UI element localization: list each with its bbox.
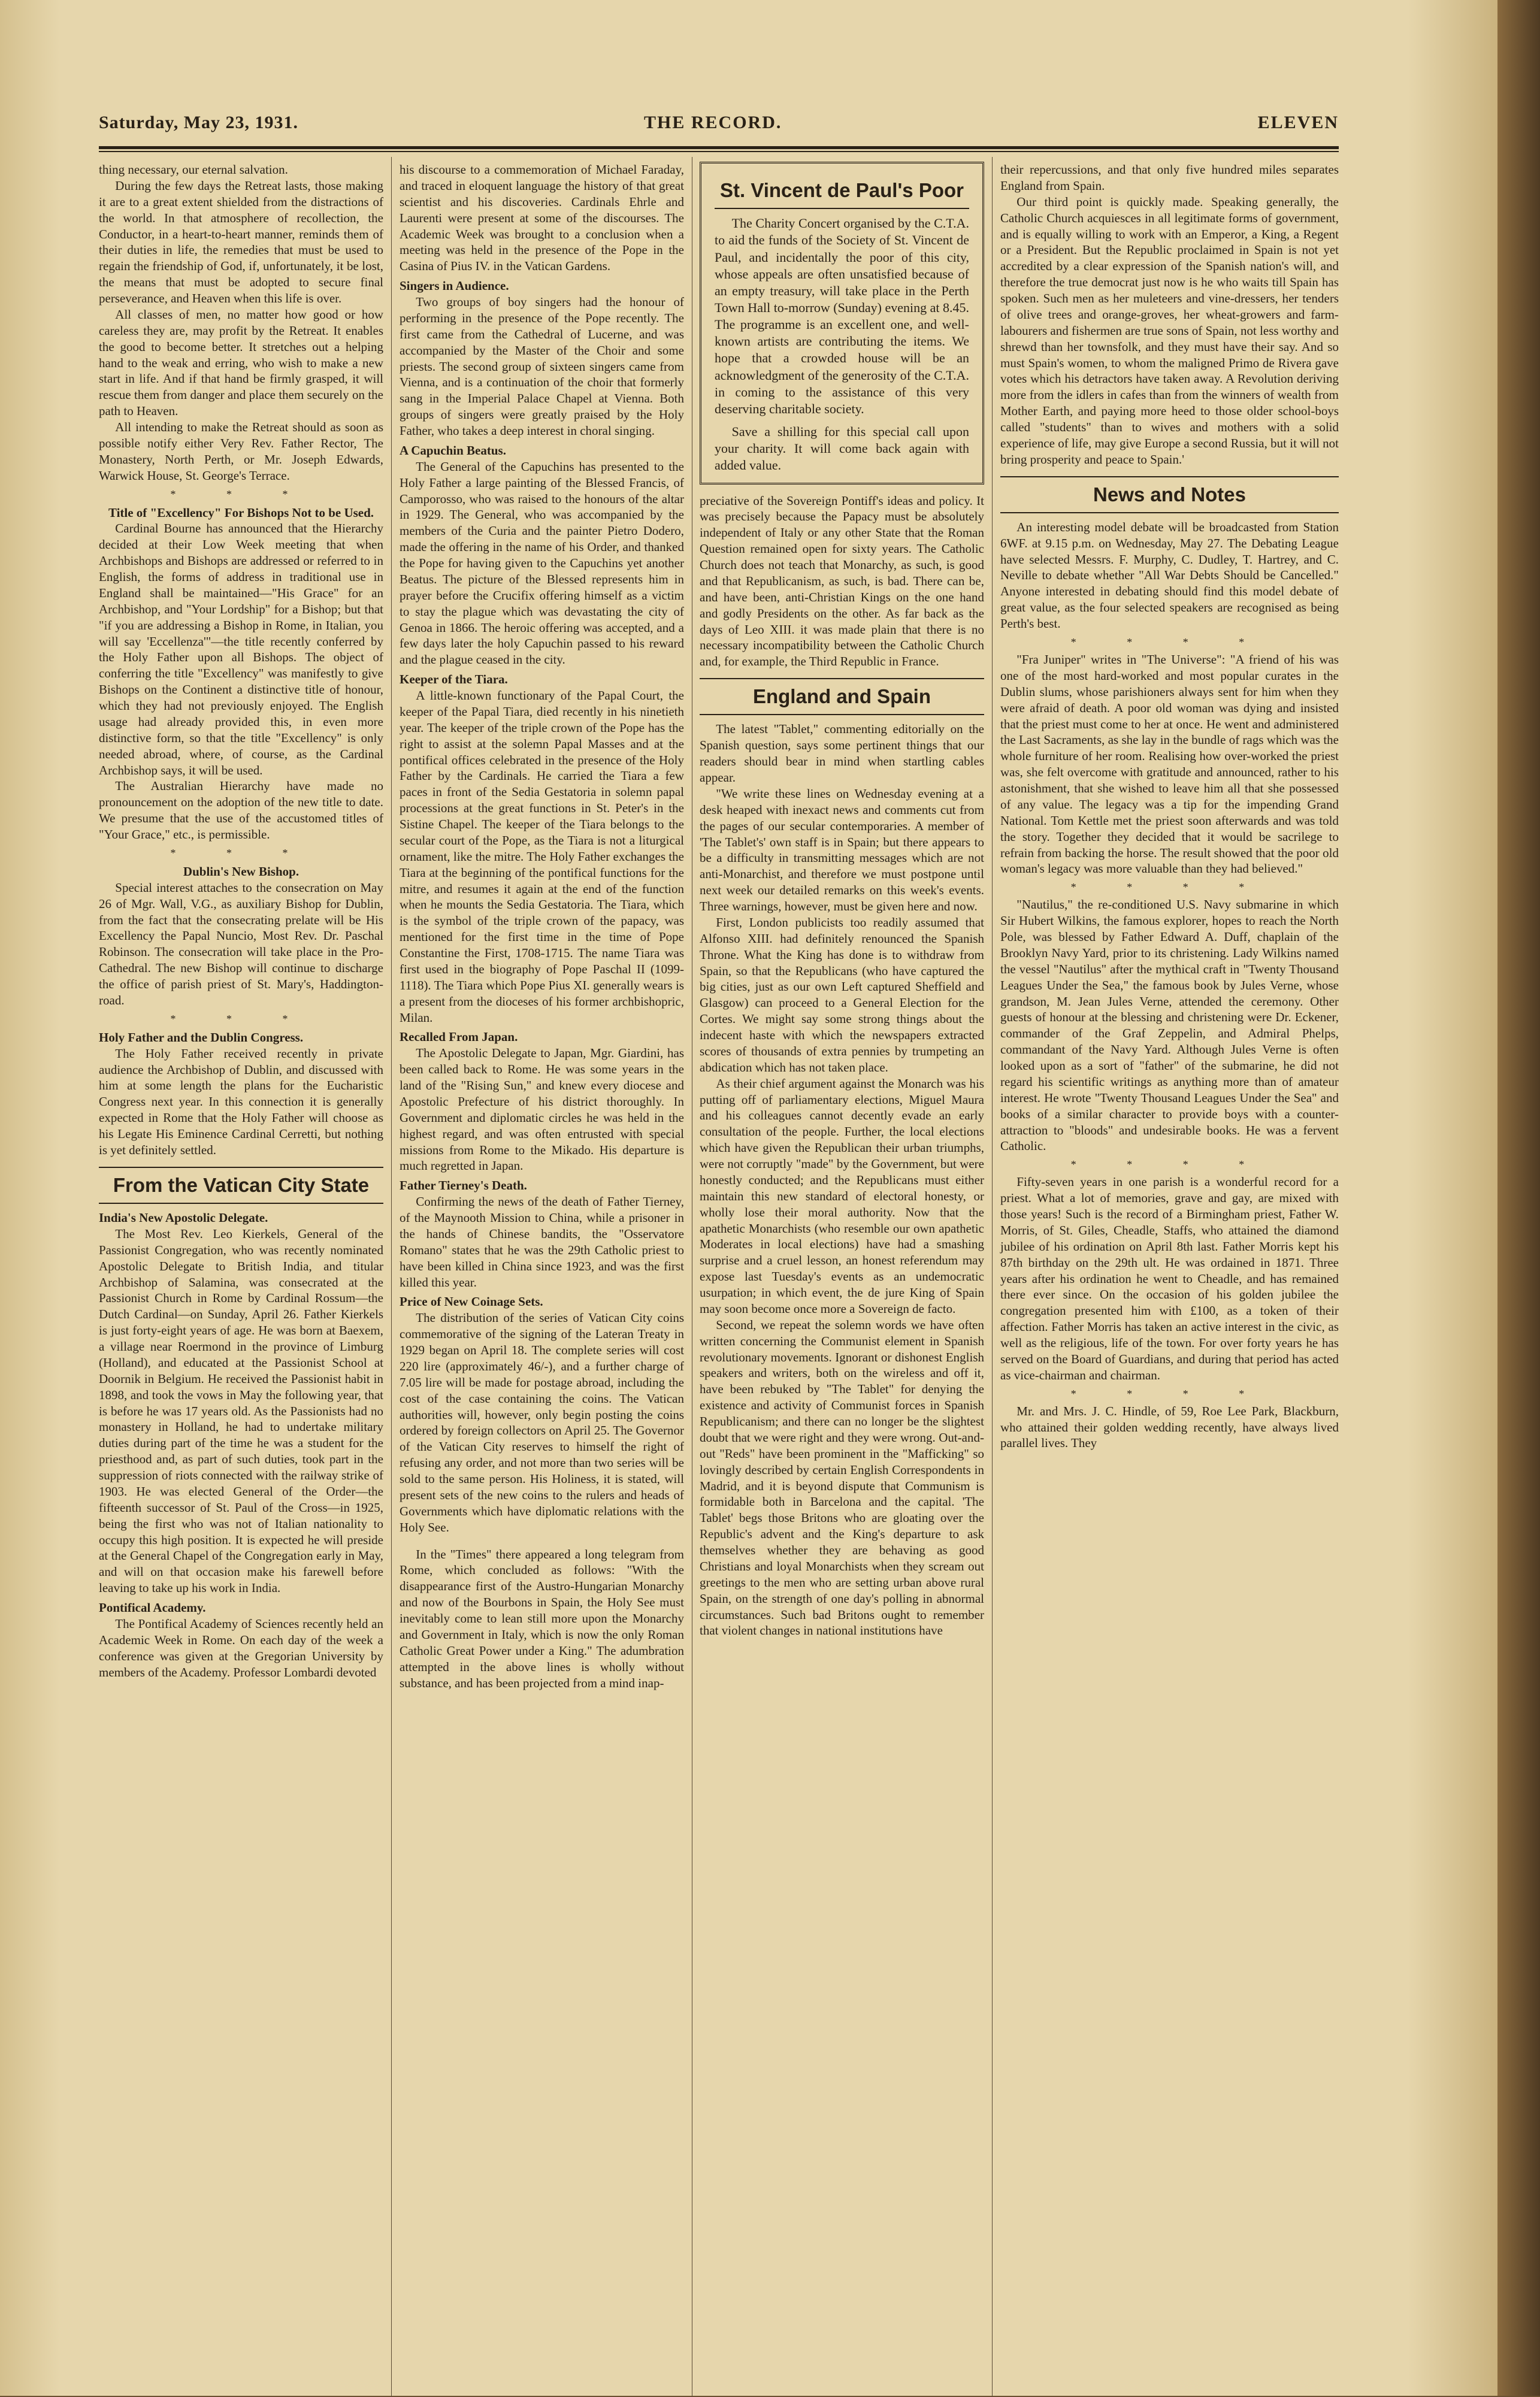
paragraph: The Charity Concert organised by the C.T.A. to aid the funds of the Society of St. Vincent de Paul, and incidentally the poor of this city, whose appeals are often unsatisfied because of an empty treasury, will take place in the Perth Town Hall to-morrow (Sunday) evening at 8.45. The programme is an excellent one, and well-known artists are contributing the items. We hope that a crowded house will be an acknowledgment of the generosity of the C.T.A. in coming to the assistance of this very deserving charitable society.: [715, 216, 969, 416]
section-title: England and Spain: [700, 678, 984, 715]
subheading: A Capuchin Beatus.: [400, 443, 506, 458]
subheading: Keeper of the Tiara.: [400, 672, 508, 687]
paragraph: During the few days the Retreat lasts, those making it are to a great extent shielded from the distractions of the world. In that atmosphere of recollection, the Conductor, in a heart-to-heart manner, reminds them of their duties in life, the remedies that must be used to regain the friendship of God, if, unfortunately, it be lost, the means that must be adopted to secure final perseverance, and Heaven when this life is over.: [99, 178, 383, 305]
subheading: Singers in Audience.: [400, 279, 509, 293]
paragraph: All intending to make the Retreat should as soon as possible notify either Very Rev. Father Rector, The Monastery, North Perth, or Mr. Joseph Edwards, Warwick House, St. George's Terrace.: [99, 420, 383, 483]
paragraph: Confirming the news of the death of Father Tierney, of the Maynooth Mission to China, while a prisoner in the hands of Chinese bandits, the "Osservatore Romano" states that he was the 29th Catholic priest to have been killed in China since 1923, and was the first killed this year.: [400, 1194, 684, 1290]
paragraph: The General of the Capuchins has presented to the Holy Father a large painting of the Blessed Francis, of Camporosso, who was raised to the honours of the altar in 1929. The General, who was accompanied by the members of the Curia and the painter Pietro Dodero, made the offering in the name of his Order, and thanked the Pope for having given to the Capuchins yet another Beatus. The picture of the Blessed represents him in prayer before the Crucifix offering himself as a victim to stay the plague which was devastating the city of Genoa in 1866. The heroic offering was accepted, and a few days later the holy Capuchin passed to his reward and the plague ceased in the city.: [400, 459, 684, 667]
header-rule-thin: [99, 151, 1339, 152]
paragraph: The Australian Hierarchy have made no pronouncement on the adoption of the new title to date. We presume that the use of the accustomed titles of "Your Grace," etc., is permissible.: [99, 779, 383, 842]
header-rule-thick: [99, 146, 1339, 149]
subheading: India's New Apostolic Delegate.: [99, 1210, 268, 1225]
section-title: From the Vatican City State: [99, 1167, 383, 1204]
column-3: [700, 162, 984, 1639]
paragraph: As their chief argument against the Monarch was his putting off of parliamentary elections, Miguel Maura and his colleagues cannot decently evade an early consultation of the people. Further, the local elections which have given the Republican their urban triumphs, were not corruptly "made" by the Government, but were honestly conducted; and the Republicans must either maintain this new standard of electoral honesty, or wholly lose their moral authority. Now that the apathetic Monarchists (who resemble our own apathetic Moderates in local elections) have had a smashing surprise and a cruel lesson, an honest referendum may expose last Tuesday's events as an undemocratic usurpation; in which event, the de jure King of Spain may soon become once more a Sovereign de facto.: [700, 1076, 984, 1316]
subheading: Pontifical Academy.: [99, 1600, 206, 1615]
paragraph: The Pontifical Academy of Sciences recently held an Academic Week in Rome. On each day of the week a conference was given at the Gregorian University by members of the Academy. Professor Lombardi devoted: [99, 1616, 383, 1679]
notice-title: St. Vincent de Paul's Poor: [715, 173, 969, 209]
header-date: Saturday, May 23, 1931.: [99, 113, 299, 132]
subheading: Father Tierney's Death.: [400, 1178, 527, 1193]
page-header: [99, 108, 1339, 144]
paragraph: Special interest attaches to the consecration on May 26 of Mgr. Wall, V.G., as auxiliary Bishop for Dublin, from the fact that the consecrating prelate will be His Excellency the Papal Nuncio, Most Rev. Dr. Paschal Robinson. The consecration will take place in the Pro-Cathedral. The new Bishop will continue to discharge the office of parish priest of St. Mary's, Haddington-road.: [99, 880, 383, 1007]
paragraph: his discourse to a commemoration of Michael Faraday, and traced in eloquent language the history of that great scientist and his discoveries. Cardinals Ehrle and Laurenti were present at some of the discourses. The Academic Week was brought to a conclusion when a meeting was held in the presence of the Pope in the Casina of Pius IV. in the Vatican Gardens.: [400, 162, 684, 274]
paragraph: A little-known functionary of the Papal Court, the keeper of the Papal Tiara, died recently in his ninetieth year. The keeper of the triple crown of the Pope has the right to assist at the solemn Papal Masses and at the pontifical offices celebrated in the presence of the Holy Father by the Cardinals. He carried the Tiara a few paces in front of the Sedia Gestatoria in solemn papal processions at the great functions in St. Peter's in the Sistine Chapel. The keeper of the Tiara belongs to the secular court of the Pope, as the Tiara is not a liturgical ornament, like the mitre. The Holy Father exchanges the Tiara at the beginning of the pontifical functions for the mitre, and resumes it again at the end of the function when he mounts the Sedia Gestatoria. The Tiara, which is the symbol of the triple crown of the papacy, was mentioned for the first time in the time of Pope Constantine the First, 1708-1715. The name Tiara was first used in the biography of Pope Paschal II (1099-1118). The Tiara which Pope Pius XI. generally wears is a present from the dioceses of his former archbishopric, Milan.: [400, 688, 684, 1025]
paragraph: Mr. and Mrs. J. C. Hindle, of 59, Roe Lee Park, Blackburn, who attained their golden wedding recently, have always lived parallel lives. They: [1000, 1403, 1339, 1451]
paragraph: An interesting model debate will be broadcasted from Station 6WF. at 9.15 p.m. on Wednesday, May 27. The Debating League have selected Messrs. F. Murphy, C. Dudley, T. Hartrey, and C. Neville to debate whether "All War Debts Should be Cancelled." Anyone interested in debating should find this model debate of great value, as the four selected speakers are recognised as being Perth's best.: [1000, 519, 1339, 631]
paragraph: In the "Times" there appeared a long telegram from Rome, which concluded as follows: "With the disappearance first of the Austro-Hungarian Monarchy and now of the Bourbons in Spain, the Holy See must inevitably come to lean still more upon the Monarchy and Government in Italy, which is now the only Roman Catholic Great Power under a King." The adumbration attempted in the above lines is wholly without substance, and has been projected from a mind inap-: [400, 1546, 684, 1690]
column-rule: [992, 157, 993, 2397]
section-separator: * * *: [170, 488, 312, 500]
paragraph: "Fra Juniper" writes in "The Universe": "A friend of his was one of the most hard-worked and most popular curates in the Dublin slums, whose parishioners always sent for him when they were afraid of death. A poor old woman was dying and insisted that the priest must come to her at once. He went and administered the Last Sacraments, as she lay in the bundle of rags which was the whole furniture of her room. Realising how over-worked the priest was, she felt overcome with gratitude and announced, rather to his astonishment, that she wished to leave him all that she possessed of any value. The legacy was a tip for the impending Grand National. Tom Kettle met the priest soon afterwards and was told the story. Together they decided that it would be sacrilege to refrain from backing the horse. The result showed that the poor old woman's legacy was more valuable than they had believed.": [1000, 652, 1339, 876]
paragraph: Two groups of boy singers had the honour of performing in the presence of the Pope recently. The first came from the Cathedral of Lucerne, and was accompanied by the Master of the Choir and some priests. The second group of sixteen singers came from Vienna, and is a continuation of the choir that formerly sang in the Imperial Palace Chapel at Vienna. Both groups of singers were greatly praised by the Holy Father, who takes a deep interest in choral singing.: [400, 295, 684, 438]
column-1: [99, 162, 383, 1680]
paragraph: Second, we repeat the solemn words we have often written concerning the Communist element in Spanish revolutionary movements. Ignorant or dishonest English speakers and writers, both on the wireless and off it, have been rebuked by "The Tablet" for denying the existence and activity of Communist forces in Spanish Republicanism; and there can no longer be the slightest doubt that we were right and they were wrong. Out-and-out "Reds" have been prominent in the "Mafficking" so lovingly described by certain English Correspondents in Madrid, and it is beyond dispute that Communism is formidable both in Barcelona and the capital. 'The Tablet' begs those Britons who are gloating over the Republic's advent and the King's departure to ask themselves whether they are behaving as good Christians and loyal Monarchists when they scream out greetings to the men who are setting urban above rural Spain, on the strength of one day's polling in abnormal circumstances. Such bad Britons ought to remember that violent changes in national institutions have: [700, 1317, 984, 1638]
column-4: [1000, 162, 1339, 1451]
section-separator: * * *: [170, 1012, 312, 1025]
section-separator: * * *: [170, 846, 312, 859]
paragraph: "We write these lines on Wednesday evening at a desk heaped with inexact news and comments cut from the pages of our secular contemporaries. A member of 'The Tablet's' own staff is in Spain; but there appears to be a difficulty in transmitting messages which are not anti-Monarchist, and therefore we must postpone until next week our detailed remarks on this week's events. Three warnings, however, must be given here and now.: [700, 786, 984, 914]
paragraph: The Most Rev. Leo Kierkels, General of the Passionist Congregation, who was recently nominated Apostolic Delegate to British India, and titular Archbishop of Salamina, was consecrated at the Passionist Church in Rome by Cardinal Rossum—the Dutch Cardinal—on Sunday, April 26. Father Kierkels is just forty-eight years of age. He was born at Baexem, a village near Roermond in the province of Limburg (Holland), and educated at the Passionist School at Doornik in Belgium. He received the Passionist habit in 1898, and took the vows in May the following year, that is before he was 17 years old. As the Passionists had no monastery in Holland, he had to undertake military duties during part of the time he was a student for the priesthood and, as part of such duties, took part in the suppression of riots connected with the railway strike of 1903. He was elected General of the Order—the fifteenth successor of St. Paul of the Cross—in 1925, being the first who was not of Italian nationality to occupy this high position. It is expected he will preside at the General Chapel of the Congregation early in May, and will on that occasion make his farewell before leaving to take up his work in India.: [99, 1226, 383, 1596]
subheading: Title of "Excellency" For Bishops Not to be Used.: [108, 505, 374, 520]
paragraph: The distribution of the series of Vatican City coins commemorative of the signing of the Lateran Treaty in 1929 began on April 18. The complete series will cost 220 lire (approximately 46/-), and a further charge of 7.05 lire will be made for postage abroad, including the cost of the case containing the coins. The Vatican authorities will, however, only begin posting the coins ordered by foreign collectors on April 25. The Governor of the Vatican City reserves to himself the right of refusing any order, and not more than two series will be sold to the same person. His Holiness, it is stated, will present sets of the new coins to the rulers and heads of Governments which have diplomatic relations with the Holy See.: [400, 1311, 684, 1535]
header-title: THE RECORD.: [644, 113, 782, 132]
paragraph: The latest "Tablet," commenting editorially on the Spanish question, says some pertinent things that our readers should bear in mind when startling cables appear.: [700, 722, 984, 785]
section-title: News and Notes: [1000, 476, 1339, 513]
section-separator: * * * *: [1070, 1387, 1269, 1400]
section-separator: * * * *: [1070, 635, 1269, 648]
section-separator: * * * *: [1070, 1158, 1269, 1171]
boxed-notice: [700, 162, 984, 485]
paragraph: All classes of men, no matter how good or how careless they are, may profit by the Retreat. It enables the good to become better. It stretches out a helping hand to the weak and erring, who wish to make a new start in life. And if that hand be firmly grasped, it will rescue them from danger and place them securely on the path to Heaven.: [99, 307, 383, 419]
paragraph: Fifty-seven years in one parish is a wonderful record for a priest. What a lot of memories, grave and gay, are mixed with those years! Such is the record of a Birmingham priest, Father W. Morris, of St. Giles, Cheadle, Staffs, who attained the diamond jubilee of his ordination on April 8th last. Father Morris kept his 87th birthday on the 29th ult. He was ordained in 1871. Three years after his ordination he went to Cheadle, and has remained there ever since. On the occasion of his golden jubilee the congregation presented him with £100, as a token of their affection. Father Morris has taken an active interest in the civic, as well as the religious, life of the town. For over forty years he has served on the Board of Guardians, and during that period has acted as vice-chairman and chairman.: [1000, 1175, 1339, 1382]
paragraph: thing necessary, our eternal salvation.: [99, 162, 288, 177]
column-2: [400, 162, 684, 1691]
paragraph: "Nautilus," the re-conditioned U.S. Navy submarine in which Sir Hubert Wilkins, the famous explorer, hopes to reach the North Pole, was blessed by Father Edward A. Duff, chaplain of the Brooklyn Navy Yard, prior to its christening. Lady Wilkins named the vessel "Nautilus" after the mythical craft in "Twenty Thousand Leagues Under the Sea," the famous book by Jules Verne, whose grandson, M. Jean Jules Verne, attended the ceremony. Other guests of honour at the blessing and christening were Dr. Eckener, commander of the Graf Zeppelin, and Admiral Phelps, commandant of the Navy Yard. Although Jules Verne is often looked upon as a sort of "father" of the submarine, he did not regard his scientific writings as anything more than of amateur interest. He wrote "Twenty Thousand Leagues Under the Sea" and books of a similar character to provide boys with a counter-attraction to "bloods" and undesirable books. He was a fervent Catholic.: [1000, 897, 1339, 1154]
paragraph: The Apostolic Delegate to Japan, Mgr. Giardini, has been called back to Rome. He was some years in the land of the "Rising Sun," and knew every diocese and Apostolic Prefecture of his district thoroughly. In Government and diplomatic circles he was held in the highest regard, and was often entrusted with special missions from Rome to the Mikado. His departure is much regretted in Japan.: [400, 1046, 684, 1173]
paragraph: Cardinal Bourne has announced that the Hierarchy decided at their Low Week meeting that when Archbishops and Bishops are addressed or referred to in English, the forms of address in traditional use in England shall be maintained—"His Grace" for an Archbishop, and "Your Lordship" for a Bishop; but that "if you are addressing a Bishop in Rome, in Italian, you will say 'Eccellenza'"—the title recently conferred by the Holy Father upon all Bishops. The object of conferring the title "Excellency" was manifestly to give Bishops on the Continent a distinctive title of honour, which they had not previously enjoyed. The English usage had already provided this, in even more distinctive form, so that the title "Excellency" is only needed abroad, where, of course, as the Cardinal Archbishop says, it will be used.: [99, 521, 383, 777]
subheading: Dublin's New Bishop.: [183, 864, 299, 879]
subheading: Holy Father and the Dublin Congress.: [99, 1030, 304, 1045]
section-separator: * * * *: [1070, 881, 1269, 894]
paragraph: First, London publicists too readily assumed that Alfonso XIII. had definitely renounced the Spanish Throne. What the King has done is to withdraw from Spain, so that the Republicans (who have captured the big cities, just as our own Left captured Sheffield and Glasgow) can proceed to a General Election for the Cortes. We might say some strong things about the indecent haste with which the newspapers extracted scores of thousands of extra pennies by trumpeting an abdication which has not taken place.: [700, 915, 984, 1075]
paragraph: their repercussions, and that only five hundred miles separates England from Spain.: [1000, 162, 1339, 193]
paragraph: Save a shilling for this special call upon your charity. It will come back again with added value.: [715, 424, 969, 473]
paragraph: The Holy Father received recently in private audience the Archbishop of Dublin, and discussed with him at some length the plans for the Eucharistic Congress next year. In this connection it is generally expected in Rome that the Holy Father will choose as his Legate His Eminence Cardinal Cerretti, but nothing is yet definitely settled.: [99, 1046, 383, 1157]
subheading: Recalled From Japan.: [400, 1030, 518, 1045]
paragraph: Our third point is quickly made. Speaking generally, the Catholic Church acquiesces in all legitimate forms of government, and is equally willing to work with an Emperor, a King, a Regent or a President. But the Republic proclaimed in Spain is not yet accredited by a clear expression of the Spanish nation's will, and therefore the true democrat just now is he who waits till Spain has spoken. Such men as her muleteers and vine-dressers, her tenders of olive trees and orange-groves, her wheat-growers and farm-labourers and fishermen are true sons of Spain, not less worthy and shrewd than her townsfolk, and they must have their say. And so must Spain's women, to whom the maligned Primo de Rivera gave votes which his detractors have taken away. A Revolution deriving more from the idlers in cafes than from the winners of wealth from Mother Earth, and paying more heed to those older school-boys called "students" than to wives and mothers with a solid experience of life, may give Europe a second Russia, but it will not bring prosperity and peace to Spain.': [1000, 194, 1339, 467]
header-page-number: ELEVEN: [1257, 113, 1339, 132]
paragraph: preciative of the Sovereign Pontiff's ideas and policy. It was precisely because the Papacy must be absolutely independent of Italy or any other State that the Roman Question remained open for sixty years. The Catholic Church does not teach that Monarchy, as such, is good and that Republicanism, as such, is bad. There can be, and have been, anti-Christian Kings on the one hand and godly Presidents on the other. As far back as the days of Leo XIII. it was made plain that there is no necessary incompatibility between the Catholic Church and, for example, the Third Republic in France.: [700, 493, 984, 669]
column-rule: [391, 157, 392, 2397]
binding-edge: [1497, 0, 1540, 2396]
subheading: Price of New Coinage Sets.: [400, 1294, 543, 1309]
